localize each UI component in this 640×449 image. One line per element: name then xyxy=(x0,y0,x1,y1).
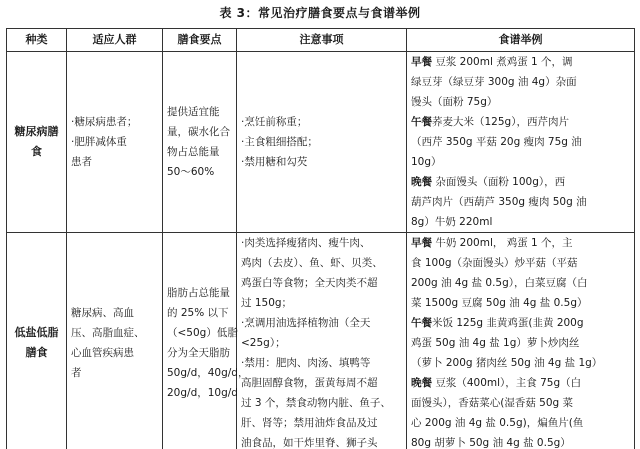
note-line: ·禁用：肥肉、肉汤、填鸭等 xyxy=(241,357,371,369)
recipe-block xyxy=(411,313,630,373)
table-caption: 表 3：常见治疗膳食要点与食谱举例 xyxy=(219,6,421,20)
recipe-line: 晚餐 豆浆（400ml），主食 75g（白 xyxy=(411,377,582,389)
recipe-line: 早餐 牛奶 200ml， 鸡蛋 1 个，主 xyxy=(411,237,573,249)
cell-notes xyxy=(237,52,407,233)
recipe-line: 面馒头），香菇菜心(湿香菇 50g 菜 xyxy=(411,397,574,409)
cell-notes xyxy=(237,233,407,449)
key-point-line: 50g/d，40g/d， xyxy=(167,367,249,379)
note-line: 鸡蛋白等食物；全天肉类不超 xyxy=(241,277,378,289)
note-line: ·禁用糖和勾芡 xyxy=(241,156,308,168)
header-notes: 注意事项 xyxy=(237,29,407,52)
recipe-line: 葫芦肉片（西葫芦 350g 瘦肉 50g 油 xyxy=(411,196,587,208)
header-key-points: 膳食要点 xyxy=(163,29,237,52)
note-line: 肝、肾等；禁用油炸食品及过 xyxy=(241,417,378,429)
note-line: ·烹调用油选择植物油（全天 xyxy=(241,317,371,329)
recipe-line: 心 200g 油 4g 盐 0.5g)，煸鱼片(鱼 xyxy=(411,417,584,429)
header-recipe-examples: 食谱举例 xyxy=(407,29,635,52)
note-line: 高胆固醇食物，蛋黄每周不超 xyxy=(241,377,378,389)
recipe-line: 晚餐 杂面馒头（面粉 100g），西 xyxy=(411,176,566,188)
header-row xyxy=(7,29,635,52)
recipe-line: （西芹 350g 平菇 20g 瘦肉 75g 油 xyxy=(411,136,582,148)
recipe-line: 午餐荞麦大米（125g），西芹肉片 xyxy=(411,116,569,128)
cell-diet-type: 低盐低脂膳食 xyxy=(7,233,67,449)
note-line: <25g）； xyxy=(241,337,286,349)
target-group-line: 者 xyxy=(71,367,82,379)
key-point-line: （<50g）低脂 xyxy=(167,327,238,339)
table-row xyxy=(7,233,635,449)
key-point-line: 的 25% 以下 xyxy=(167,307,229,319)
recipe-line: 馒头（面粉 75g） xyxy=(411,96,498,108)
note-line: ·主食粗细搭配； xyxy=(241,136,318,148)
note-line: 油食品，如干炸里脊、狮子头 xyxy=(241,437,378,449)
target-group-line: ·糖尿病患者； xyxy=(71,116,138,128)
table-body xyxy=(7,52,635,449)
target-group-line: 压、高脂血症、 xyxy=(71,327,145,339)
cell-target-group xyxy=(67,233,163,449)
cell-key-points xyxy=(163,52,237,233)
meal-label: 早餐 xyxy=(411,237,432,249)
diet-table xyxy=(6,28,635,449)
target-group-line: 心血管疾病患 xyxy=(71,347,134,359)
key-point-line: 20g/d，10g/d xyxy=(167,387,238,399)
key-point-line: 物占总能量 xyxy=(167,146,220,158)
cell-diet-type: 糖尿病膳食 xyxy=(7,52,67,233)
key-point-line: 脂肪占总能量 xyxy=(167,287,230,299)
note-line: ·肉类选择瘦猪肉、瘦牛肉、 xyxy=(241,237,371,249)
meal-label: 晚餐 xyxy=(411,377,432,389)
target-group-line: 患者 xyxy=(71,156,92,168)
recipe-line: 8g）牛奶 220ml xyxy=(411,216,493,228)
recipe-block xyxy=(411,233,630,313)
note-line: 过 150g； xyxy=(241,297,293,309)
recipe-line: 80g 胡萝卜 50g 油 4g 盐 0.5g） xyxy=(411,437,571,449)
recipe-line: 食 100g（杂面馒头）炒平菇（平菇 xyxy=(411,257,578,269)
recipe-line: 绿豆芽（绿豆芽 300g 油 4g）杂面 xyxy=(411,76,577,88)
key-point-line: 50～60% xyxy=(167,166,215,178)
key-point-line: 提供适宜能 xyxy=(167,106,220,118)
key-point-line: 量，碳水化合 xyxy=(167,126,230,138)
meal-label: 早餐 xyxy=(411,56,432,68)
recipe-line: 午餐米饭 125g 韭黄鸡蛋(韭黄 200g xyxy=(411,317,584,329)
key-point-line: 分为全天脂肪 xyxy=(167,347,230,359)
note-line: 鸡肉（去皮）、鱼、虾、贝类、 xyxy=(241,257,383,269)
recipe-line: 10g） xyxy=(411,156,442,168)
cell-key-points xyxy=(163,233,249,449)
recipe-line: （萝卜 200g 猪肉丝 50g 油 4g 盐 1g） xyxy=(411,357,603,369)
header-target-group: 适应人群 xyxy=(67,29,163,52)
recipe-line: 鸡蛋 50g 油 4g 盐 1g）萝卜炒肉丝 xyxy=(411,337,580,349)
recipe-line: 200g 油 4g 盐 0.5g），白菜豆腐（白 xyxy=(411,277,588,289)
note-line: ·烹饪前称重； xyxy=(241,116,308,128)
recipe-block xyxy=(411,112,630,172)
recipe-block xyxy=(411,172,630,232)
note-line: 过 3 个，禁食动物内脏、鱼子、 xyxy=(241,397,391,409)
recipe-line: 早餐 豆浆 200ml 煮鸡蛋 1 个，调 xyxy=(411,56,573,68)
recipe-block xyxy=(411,52,630,112)
recipe-block xyxy=(411,373,630,449)
cell-recipe-examples xyxy=(407,233,635,449)
cell-target-group xyxy=(67,52,163,233)
recipe-line: 菜 1500g 豆腐 50g 油 4g 盐 0.5g） xyxy=(411,297,588,309)
target-group-line: ·肥胖减体重 xyxy=(71,136,127,148)
meal-label: 午餐 xyxy=(411,317,432,329)
meal-label: 晚餐 xyxy=(411,176,432,188)
target-group-line: 糖尿病、高血 xyxy=(71,307,134,319)
cell-recipe-examples xyxy=(407,52,635,233)
header-type: 种类 xyxy=(7,29,67,52)
table-row xyxy=(7,52,635,233)
meal-label: 午餐 xyxy=(411,116,432,128)
